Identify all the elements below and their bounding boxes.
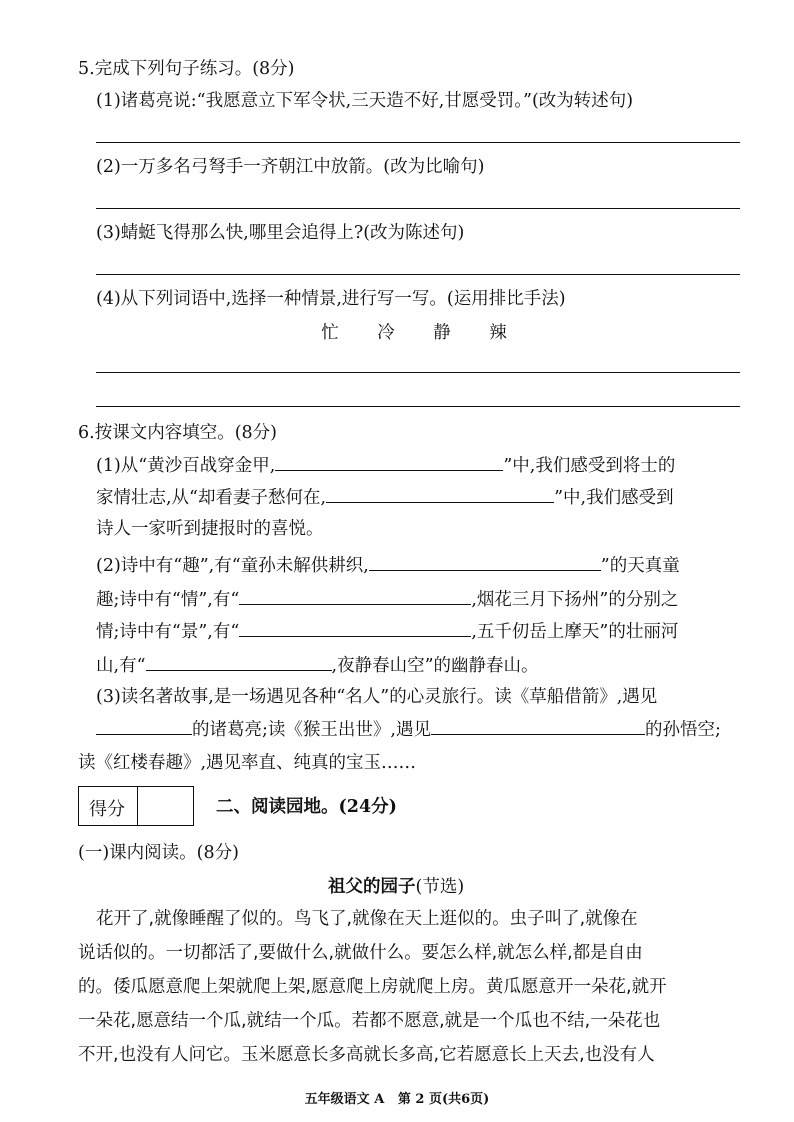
q5-item-2: (2)一万多名弓弩手一齐朝江中放箭。(改为比喻句) [96, 157, 485, 177]
passage-line-5: 不开,也没有人问它。玉米愿意长多高就长多高,它若愿意长上天去,也没有人 [78, 1045, 655, 1065]
q6-p3-line3: 读《红楼春趣》,遇见率直、纯真的宝玉…… [78, 753, 417, 773]
word-jing: 静 [433, 323, 451, 343]
q5-item-3: (3)蜻蜓飞得那么快,哪里会追得上?(改为陈述句) [96, 223, 465, 243]
q5-answer-line-1[interactable] [96, 142, 740, 143]
word-la: 辣 [489, 323, 507, 343]
q5-answer-line-2[interactable] [96, 208, 740, 209]
passage-title: 祖父的园子(节选) [328, 877, 465, 897]
q6-title: 6.按课文内容填空。(8分) [78, 423, 277, 443]
word-leng: 冷 [377, 323, 395, 343]
blank-5[interactable] [239, 620, 471, 637]
blank-8[interactable] [431, 718, 645, 735]
q5-item-1: (1)诸葛亮说:“我愿意立下军令状,三天造不好,甘愿受罚。”(改为转述句) [96, 91, 634, 111]
passage-line-1: 花开了,就像睡醒了似的。鸟飞了,就像在天上逛似的。虫子叫了,就像在 [96, 909, 638, 929]
section2-title: 二、阅读园地。(24分) [216, 797, 397, 817]
q6-p3-line2: 的诸葛亮;读《猴王出世》,遇见 的孙悟空; [96, 718, 721, 741]
q5-item-4: (4)从下列词语中,选择一种情景,进行写一写。(运用排比手法) [96, 289, 566, 309]
q6-p2-line2: 趣;诗中有“情”,有“ ,烟花三月下扬州”的分别之 [96, 590, 679, 610]
blank-1[interactable] [275, 454, 503, 471]
q5-word-list [302, 322, 526, 344]
passage-line-2: 说话似的。一切都活了,要做什么,就做什么。要怎么样,就怎么样,都是自由 [78, 943, 643, 963]
score-box [78, 786, 194, 826]
q5-title: 5.完成下列句子练习。(8分) [78, 59, 295, 79]
passage-line-4: 一朵花,愿意结一个瓜,就结一个瓜。若都不愿意,就是一个瓜也不结,一朵花也 [78, 1011, 661, 1031]
q6-p3-line1: (3)读名著故事,是一场遇见各种“名人”的心灵旅行。读《草船借箭》,遇见 [96, 687, 658, 707]
q6-p1-line1: (1)从“黄沙百战穿金甲, ”中,我们感受到将士的 [96, 456, 676, 476]
q6-p2-line3: 情;诗中有“景”,有“ ,五千仞岳上摩天”的壮丽河 [96, 622, 679, 642]
page-footer: 五年级语文 A 第 2 页(共6页) [304, 1092, 490, 1107]
blank-4[interactable] [239, 588, 471, 605]
q6-p2-line1: (2)诗中有“趣”,有“童孙未解供耕织, ”的天真童 [96, 556, 680, 576]
q6-p1-line2: 家情壮志,从“却看妻子愁何在, ”中,我们感受到 [96, 488, 674, 508]
word-mang: 忙 [321, 323, 339, 343]
q5-answer-line-4[interactable] [96, 372, 740, 373]
section2-subtitle: (一)课内阅读。(8分) [78, 843, 239, 863]
q5-answer-line-5[interactable] [96, 406, 740, 407]
q6-p2-line4: 山,有“ ,夜静春山空”的幽静春山。 [96, 656, 539, 676]
score-divider [137, 787, 138, 825]
score-label: 得分 [89, 799, 125, 820]
blank-2[interactable] [326, 486, 554, 503]
q5-answer-line-3[interactable] [96, 274, 740, 275]
q6-p1-line3: 诗人一家听到捷报时的喜悦。 [96, 519, 324, 539]
blank-7[interactable] [96, 718, 192, 735]
blank-6[interactable] [146, 654, 332, 671]
passage-line-3: 的。倭瓜愿意爬上架就爬上架,愿意爬上房就爬上房。黄瓜愿意开一朵花,就开 [78, 977, 667, 997]
blank-3[interactable] [369, 554, 601, 571]
